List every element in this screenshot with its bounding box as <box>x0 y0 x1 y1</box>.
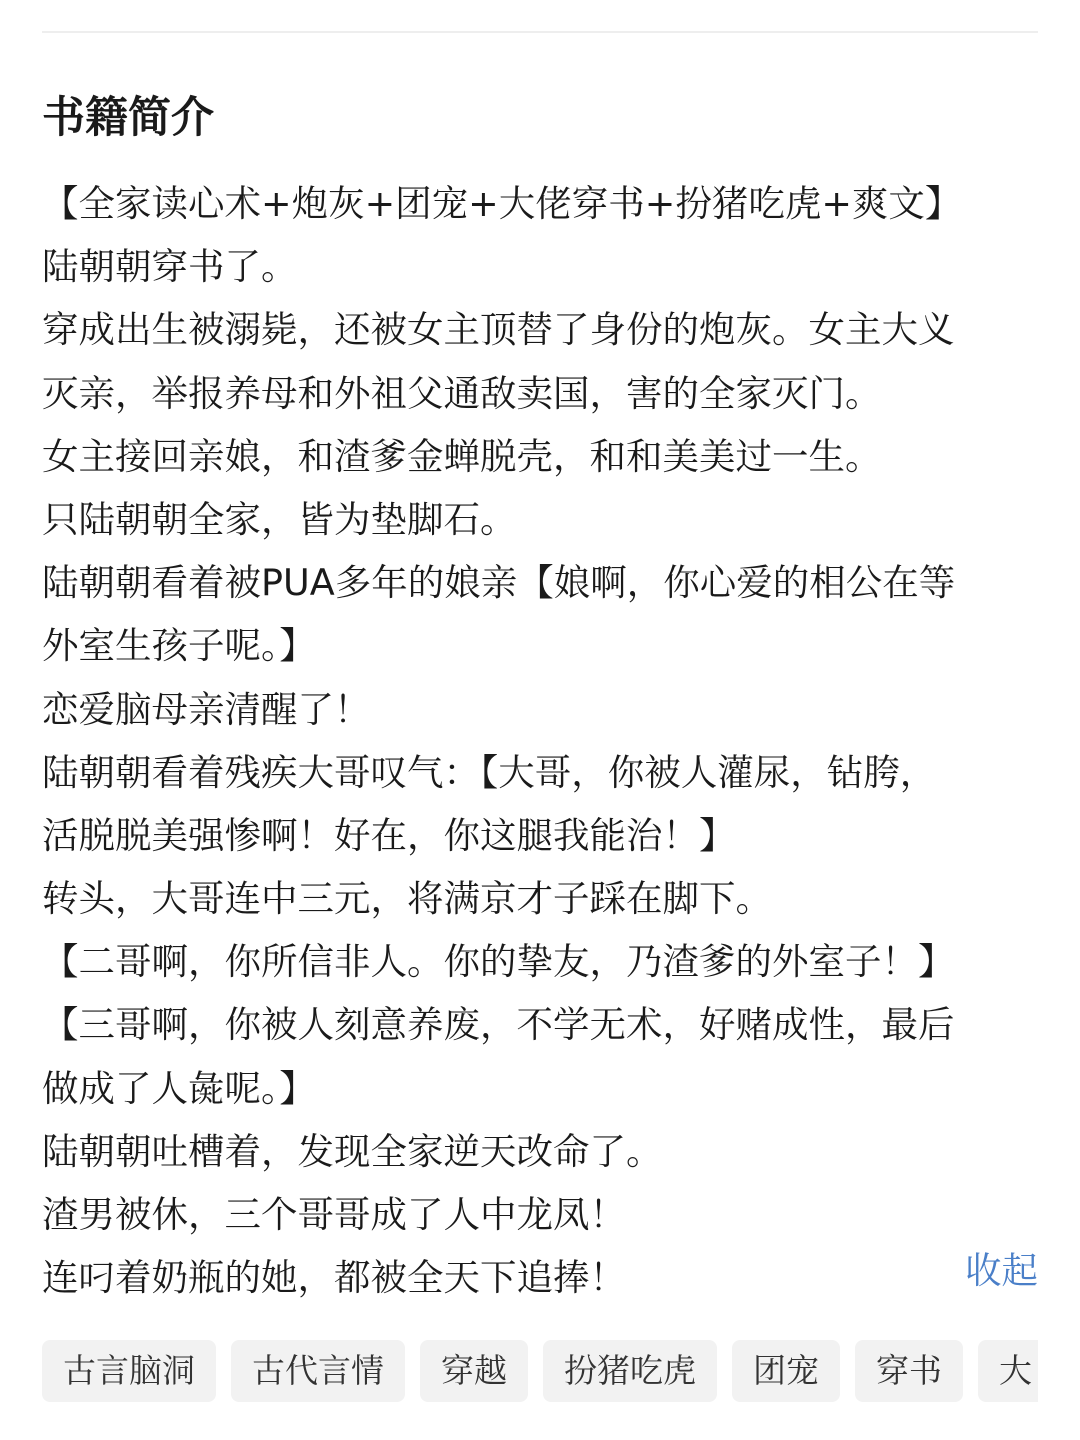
intro-line: 陆朝朝穿书了。 <box>42 245 298 289</box>
intro-line: 连叼着奶瓶的她，都被全天下追捧！ <box>42 1256 626 1300</box>
intro-line: 【全家读心术+炮灰+团宠+大佬穿书+扮猪吃虎+爽文】 <box>42 182 962 225</box>
intro-line: 转头，大哥连中三元，将满京才子踩在脚下。 <box>42 877 772 921</box>
tag-chip[interactable]: 团宠 <box>732 1340 840 1402</box>
intro-line: 陆朝朝看着被PUA多年的娘亲【娘啊，你心爱的相公在等 <box>42 561 956 605</box>
tag-chip[interactable]: 扮猪吃虎 <box>543 1340 717 1402</box>
intro-line: 只陆朝朝全家，皆为垫脚石。 <box>42 497 517 541</box>
intro-line: 女主接回亲娘，和渣爹金蝉脱壳，和和美美过一生。 <box>42 434 882 478</box>
tag-chip[interactable]: 穿越 <box>420 1340 528 1402</box>
tag-chip[interactable]: 大 <box>978 1340 1038 1402</box>
tag-chip[interactable]: 穿书 <box>855 1340 963 1402</box>
intro-line: 陆朝朝吐槽着，发现全家逆天改命了。 <box>42 1129 663 1173</box>
tag-chip[interactable]: 古言脑洞 <box>42 1340 216 1402</box>
tag-chip[interactable]: 古代言情 <box>231 1340 405 1402</box>
intro-line: 【二哥啊，你所信非人。你的挚友，乃渣爹的外室子！】 <box>42 940 955 984</box>
intro-line: 渣男被休，三个哥哥成了人中龙凤！ <box>42 1193 626 1236</box>
intro-line: 活脱脱美强惨啊！好在，你这腿我能治！】 <box>42 813 736 857</box>
intro-line: 做成了人彘呢。】 <box>42 1066 316 1110</box>
intro-line: 灭亲，举报养母和外祖父通敌卖国，害的全家灭门。 <box>42 371 882 415</box>
book-intro-text <box>42 172 1038 1309</box>
top-divider <box>42 31 1038 33</box>
intro-line: 【三哥啊，你被人刻意养废，不学无术，好赌成性，最后 <box>42 1003 955 1047</box>
collapse-link[interactable]: 收起 <box>965 1241 1038 1301</box>
section-title: 书籍简介 <box>42 93 214 143</box>
intro-line: 陆朝朝看着残疾大哥叹气：【大哥，你被人灌尿，钻胯， <box>42 750 937 794</box>
intro-line: 穿成出生被溺毙，还被女主顶替了身份的炮灰。女主大义 <box>42 308 955 352</box>
tag-list <box>42 1340 1038 1402</box>
intro-line: 外室生孩子呢。】 <box>42 624 316 668</box>
intro-line: 恋爱脑母亲清醒了！ <box>42 687 371 731</box>
